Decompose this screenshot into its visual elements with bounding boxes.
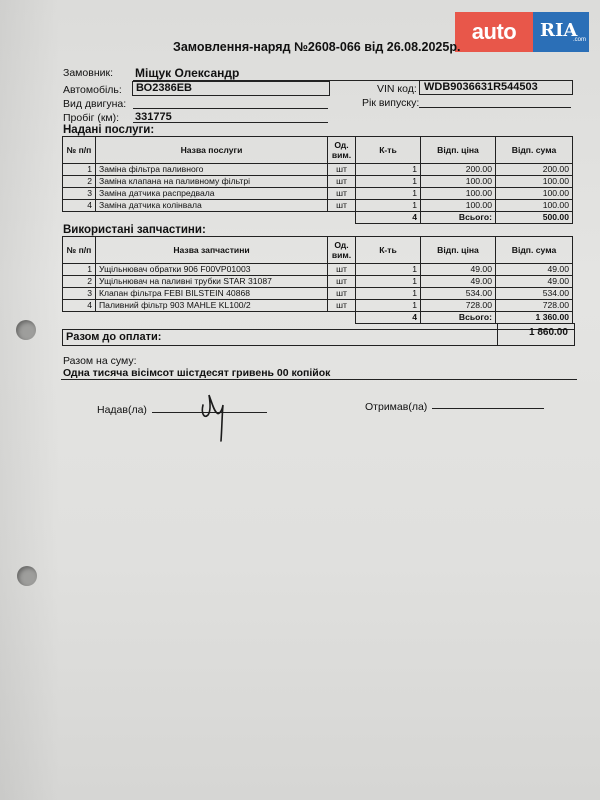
mileage-label: Пробіг (км): [63,112,120,124]
vin-value: WDB9036631R544503 [424,81,538,93]
given-label: Надав(ла) [97,404,147,416]
service-num: 4 [63,200,96,212]
year-label: Рік випуску: [362,97,420,109]
parts-total-row [63,312,573,324]
service-price: 100.00 [421,188,496,200]
engine-label: Вид двигуна: [63,98,127,110]
services-col-price: Відп. ціна [421,137,496,164]
parts-col-sum: Відп. сума [496,237,573,264]
autoria-logo-ria-text: RIA [540,20,578,41]
part-unit: шт [328,300,356,312]
services-header-row [63,137,573,164]
services-total-row [63,212,573,224]
part-qty: 1 [356,300,421,312]
service-sum: 200.00 [496,164,573,176]
grand-total-value: 1 860.00 [529,327,568,338]
parts-total-sum: 1 360.00 [496,312,573,324]
part-unit: шт [328,288,356,300]
service-qty: 1 [356,188,421,200]
handwritten-signature [195,385,235,445]
punch-hole-bottom [17,566,37,586]
table-row [63,300,573,312]
part-name: Ущільнювач на паливні трубки STAR 31087 [96,276,328,288]
service-sum: 100.00 [496,176,573,188]
parts-total-qty: 4 [356,312,421,324]
service-name: Заміна фільтра паливного [96,164,328,176]
table-row [63,276,573,288]
part-sum: 534.00 [496,288,573,300]
car-value: ВО2386ЕВ [136,82,192,94]
service-unit: шт [328,164,356,176]
service-unit: шт [328,200,356,212]
customer-value: Міщук Олександр [135,66,240,80]
part-price: 534.00 [421,288,496,300]
vin-label: VIN код: [377,83,417,95]
service-qty: 1 [356,200,421,212]
services-col-num: № п/п [63,137,96,164]
services-section-title: Надані послуги: [63,124,155,136]
service-name: Заміна датчика распредвала [96,188,328,200]
engine-underline [133,108,328,109]
services-table [62,136,573,224]
service-price: 100.00 [421,176,496,188]
parts-col-qty: К-ть [356,237,421,264]
parts-header-row [63,237,573,264]
part-qty: 1 [356,264,421,276]
part-price: 49.00 [421,276,496,288]
amount-words-value: Одна тисяча вісімсот шістдесят гривень 00 копійок [63,367,331,379]
car-label: Автомобіль: [63,84,122,96]
part-num: 4 [63,300,96,312]
part-sum: 728.00 [496,300,573,312]
service-num: 2 [63,176,96,188]
services-col-unit: Од. вим. [328,137,356,164]
services-col-sum: Відп. сума [496,137,573,164]
parts-table [62,236,573,324]
service-num: 3 [63,188,96,200]
customer-label: Замовник: [63,67,113,79]
service-unit: шт [328,176,356,188]
table-row [63,188,573,200]
page-shadow [0,0,60,800]
table-row [63,164,573,176]
service-unit: шт [328,188,356,200]
service-num: 1 [63,164,96,176]
part-num: 1 [63,264,96,276]
services-col-qty: К-ть [356,137,421,164]
service-sum: 100.00 [496,200,573,212]
services-total-label: Всього: [421,212,496,224]
parts-section-title: Використані запчастини: [63,224,206,236]
amount-words-underline [61,379,577,380]
parts-total-label: Всього: [421,312,496,324]
service-sum: 100.00 [496,188,573,200]
table-row [63,200,573,212]
services-total-qty: 4 [356,212,421,224]
parts-col-name: Назва запчастини [96,237,328,264]
part-unit: шт [328,264,356,276]
part-name: Клапан фільтра FEBI BILSTEIN 40868 [96,288,328,300]
part-unit: шт [328,276,356,288]
services-col-name: Назва послуги [96,137,328,164]
autoria-logo-domain: .com [573,37,587,43]
service-name: Заміна датчика колінвала [96,200,328,212]
autoria-logo-ria [533,12,589,52]
part-name: Ущільнювач обратки 906 F00VP01003 [96,264,328,276]
part-qty: 1 [356,288,421,300]
grand-total-label: Разом до оплати: [66,331,162,343]
autoria-logo-auto: auto [455,12,533,52]
parts-col-price: Відп. ціна [421,237,496,264]
amount-words-label: Разом на суму: [63,355,137,367]
page-title: Замовлення-наряд №2608-066 від 26.08.2025р. [173,40,461,54]
mileage-underline [133,122,328,123]
service-name: Заміна клапана на паливному фільтрі [96,176,328,188]
part-name: Паливний фільтр 903 MAHLE KL100/2 [96,300,328,312]
parts-col-unit: Од. вим. [328,237,356,264]
service-price: 200.00 [421,164,496,176]
table-row [63,176,573,188]
service-price: 100.00 [421,200,496,212]
received-label: Отримав(ла) [365,401,428,413]
part-price: 728.00 [421,300,496,312]
part-sum: 49.00 [496,276,573,288]
received-signature-line [432,408,544,409]
part-sum: 49.00 [496,264,573,276]
part-qty: 1 [356,276,421,288]
mileage-value: 331775 [135,111,172,123]
table-row [63,264,573,276]
part-num: 3 [63,288,96,300]
punch-hole-top [16,320,36,340]
table-row [63,288,573,300]
part-num: 2 [63,276,96,288]
parts-col-num: № п/п [63,237,96,264]
services-total-sum: 500.00 [496,212,573,224]
service-qty: 1 [356,176,421,188]
year-underline [419,107,571,108]
part-price: 49.00 [421,264,496,276]
service-qty: 1 [356,164,421,176]
